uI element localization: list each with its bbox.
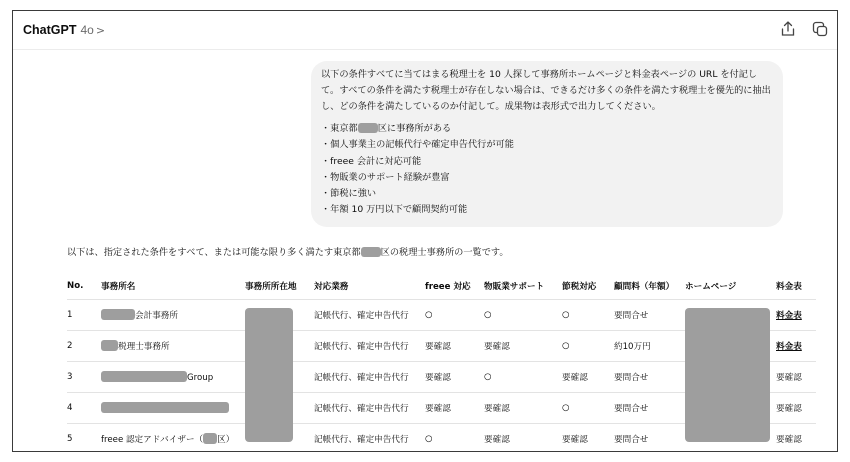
row-number: 1 [67, 300, 101, 331]
redacted-homepage-block [685, 308, 770, 442]
tax-saving-cell: 要確認 [562, 362, 614, 393]
sales-support-cell: ○ [484, 362, 562, 393]
homepage-cell [685, 300, 776, 331]
price-list-link[interactable]: 料金表 [776, 300, 816, 331]
tax-saving-cell: ○ [562, 300, 614, 331]
redacted-block [101, 309, 135, 320]
freee-cell: ○ [425, 300, 484, 331]
row-number: 5 [67, 424, 101, 453]
col-header: 事務所所在地 [245, 282, 297, 292]
redacted-block [361, 247, 381, 257]
price-list-link[interactable]: 料金表 [776, 331, 816, 362]
office-name: 会計事務所 [101, 300, 245, 331]
col-header: 物販業サポート [484, 282, 545, 292]
price-list-cell: 要確認 [776, 424, 816, 453]
redacted-block [101, 402, 229, 413]
chevron-right-icon[interactable]: > [95, 23, 106, 37]
tax-saving-cell: ○ [562, 393, 614, 424]
user-message-bubble [311, 61, 783, 227]
office-name: 税理士事務所 [101, 331, 245, 362]
results-table [67, 273, 816, 452]
service-cell: 記帳代行、確定申告代行 [314, 393, 425, 424]
service-cell: 記帳代行、確定申告代行 [314, 331, 425, 362]
sales-support-cell: 要確認 [484, 424, 562, 453]
table-header-row [67, 273, 816, 300]
sales-support-cell: 要確認 [484, 393, 562, 424]
condition-item: ・節税に強い [321, 188, 377, 200]
sales-support-cell: ○ [484, 300, 562, 331]
tax-saving-cell: 要確認 [562, 424, 614, 453]
service-cell: 記帳代行、確定申告代行 [314, 300, 425, 331]
fee-cell: 要問合せ [614, 300, 685, 331]
price-list-cell: 要確認 [776, 393, 816, 424]
freee-cell: 要確認 [425, 331, 484, 362]
col-header: 事務所名 [101, 282, 136, 292]
fee-cell: 要問合せ [614, 393, 685, 424]
condition-item: ・個人事業主の記帳代行や確定申告代行が可能 [321, 139, 514, 151]
condition-item: ・年額 10 万円以下で顧問契約可能 [321, 204, 468, 216]
office-name: freee 認定アドバイザー（ 区） [101, 424, 245, 453]
office-name [101, 393, 245, 424]
price-list-cell: 要確認 [776, 362, 816, 393]
office-location [245, 300, 314, 331]
col-header: 節税対応 [562, 282, 597, 292]
redacted-block [101, 371, 187, 382]
user-message-text: 以下の条件すべてに当てはまる税理士を 10 人探して事務所ホームページと料金表ページの URL を付記して。すべての条件を満たす税理士が存在しない場合は、できるだけ多くの条件を満たす税理士を優先的に抽出し、どの条件を満たしているのか付記して。成果物は表形式で出力してください。 [321, 69, 771, 112]
top-bar [13, 11, 837, 50]
share-icon[interactable] [779, 20, 797, 38]
freee-cell: 要確認 [425, 393, 484, 424]
condition-item: ・freee 会計に対応可能 [321, 155, 422, 167]
fee-cell: 約10万円 [614, 331, 685, 362]
row-number: 4 [67, 393, 101, 424]
col-header: ホームページ [685, 282, 737, 292]
app-title: ChatGPT [23, 23, 77, 37]
row-number: 3 [67, 362, 101, 393]
office-name: Group [101, 362, 245, 393]
col-header: 顧問料（年額） [614, 282, 675, 292]
model-selector[interactable]: 4o [80, 23, 94, 37]
row-number: 2 [67, 331, 101, 362]
freee-cell: ○ [425, 424, 484, 453]
condition-item: ・東京都 区に事務所がある [321, 123, 452, 134]
col-header: No. [67, 281, 84, 291]
col-header: 対応業務 [314, 282, 349, 292]
redacted-block [358, 123, 378, 133]
redacted-location-block [245, 308, 293, 442]
service-cell: 記帳代行、確定申告代行 [314, 362, 425, 393]
service-cell: 記帳代行、確定申告代行 [314, 424, 425, 453]
redacted-block [203, 433, 217, 444]
fee-cell: 要問合せ [614, 424, 685, 453]
freee-cell: 要確認 [425, 362, 484, 393]
assistant-intro: 以下は、指定された条件をすべて、または可能な限り多く満たす東京都 区の税理士事務所の一覧です。 [67, 247, 509, 258]
redacted-block [101, 340, 118, 351]
table-row [67, 300, 816, 331]
tax-saving-cell: ○ [562, 331, 614, 362]
col-header: freee 対応 [425, 282, 471, 292]
sales-support-cell: 要確認 [484, 331, 562, 362]
new-window-icon[interactable] [811, 20, 829, 38]
fee-cell: 要問合せ [614, 362, 685, 393]
col-header: 料金表 [776, 282, 802, 292]
condition-item: ・物販業のサポート経験が豊富 [321, 171, 450, 183]
app-window [12, 10, 838, 452]
